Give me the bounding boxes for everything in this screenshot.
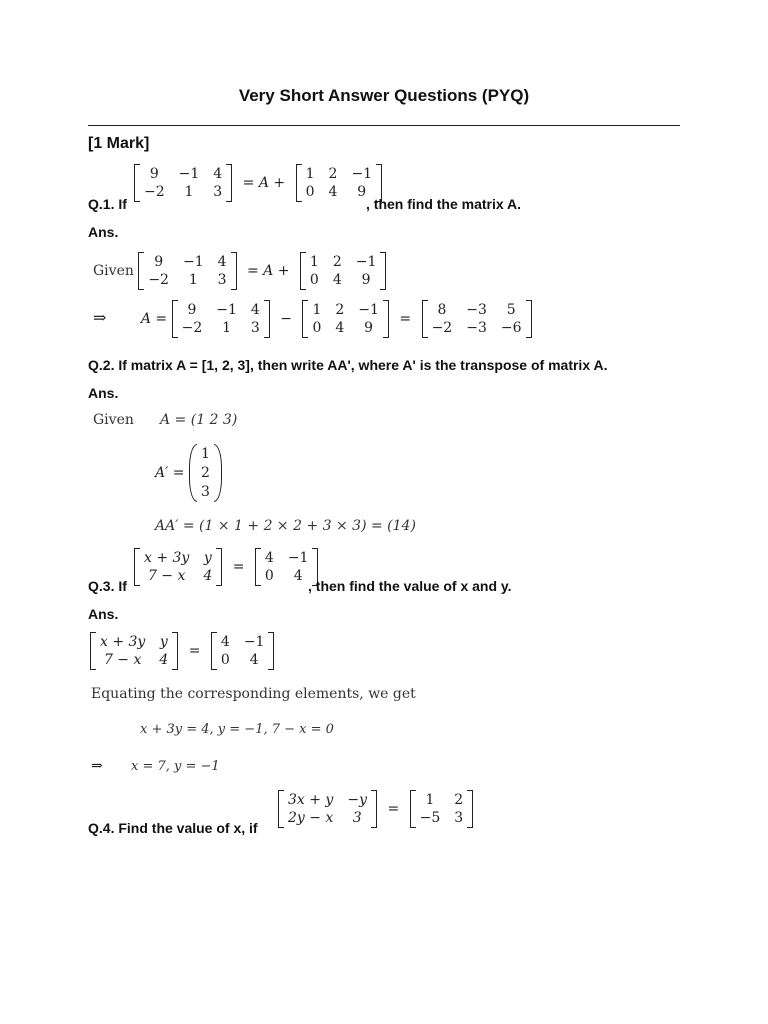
q2-a-def: A = (1 2 3): [160, 412, 238, 428]
matrix-cell: 1: [200, 446, 210, 462]
matrix-cell: 1: [309, 254, 319, 270]
matrix-cell: 9: [357, 184, 367, 200]
matrix-cell: 9: [361, 272, 371, 288]
matrix-cell: 7 − x: [147, 568, 186, 584]
matrix-cell: 3: [454, 810, 464, 826]
matrix-cell: −1: [287, 550, 309, 566]
q3-ans-matrix-left: [90, 632, 178, 670]
q1-res-matrix-1: [172, 300, 270, 338]
matrix-cell: y: [159, 634, 168, 650]
matrix-cell: 1: [184, 184, 194, 200]
matrix-cell: x + 3y: [100, 634, 146, 650]
matrix-cell: 0: [220, 652, 230, 668]
matrix-cell: 1: [312, 302, 322, 318]
q3-equation: [134, 548, 318, 586]
q1-res-matrix-2: [302, 300, 388, 338]
q2-given-word: Given: [93, 412, 134, 428]
matrix-cell: 2: [335, 302, 345, 318]
page-title: Very Short Answer Questions (PYQ): [238, 86, 530, 105]
matrix-cell: 2: [332, 254, 342, 270]
q1-given-line: [93, 252, 386, 290]
q3-equating-text: Equating the corresponding elements, we get: [91, 686, 416, 702]
q1-matrix-left: [134, 164, 232, 202]
matrix-cell: 5: [506, 302, 516, 318]
section-heading: [1 Mark]: [88, 135, 150, 152]
matrix-cell: 1: [305, 166, 315, 182]
matrix-cell: 4: [335, 320, 345, 336]
q1-minus: −: [280, 311, 292, 327]
matrix-cell: 1: [188, 272, 198, 288]
q1-equals: =: [399, 311, 412, 327]
matrix-cell: 2: [200, 465, 210, 481]
q3-equations: x + 3y = 4, y = −1, 7 − x = 0: [140, 722, 334, 737]
q1-given-matrix-right: [300, 252, 386, 290]
matrix-cell: 3: [213, 184, 223, 200]
matrix-cell: −3: [466, 320, 487, 336]
q1-eq-text: = A +: [242, 175, 286, 191]
matrix-cell: 7 − x: [103, 652, 142, 668]
q3-suffix: , then find the value of x and y.: [308, 578, 512, 594]
matrix-cell: −2: [431, 320, 453, 336]
q3-ans-equation: [90, 632, 274, 670]
q4-matrix-right: [410, 790, 474, 828]
matrix-cell: 3: [217, 272, 227, 288]
q1-given-eq: = A +: [246, 263, 290, 279]
matrix-cell: −2: [144, 184, 165, 200]
q4-equals: =: [387, 801, 400, 817]
q1-given-word: Given: [93, 263, 134, 279]
matrix-cell: −1: [351, 166, 373, 182]
matrix-cell: 9: [364, 320, 374, 336]
matrix-cell: 1: [425, 792, 435, 808]
matrix-cell: 4: [249, 652, 259, 668]
matrix-cell: 4: [250, 302, 260, 318]
matrix-cell: 4: [264, 550, 274, 566]
q3-solution: x = 7, y = −1: [131, 759, 220, 774]
q1-result-line: [93, 300, 532, 338]
q3-implies-arrow: ⇒: [91, 758, 103, 774]
q4-matrix-left: [278, 790, 377, 828]
implies-arrow: ⇒: [93, 308, 107, 327]
matrix-cell: 4: [328, 184, 338, 200]
matrix-cell: 2y − x: [288, 810, 334, 826]
matrix-cell: 4: [159, 652, 169, 668]
matrix-cell: 3: [200, 484, 210, 500]
matrix-cell: −1: [358, 302, 379, 318]
matrix-cell: 9: [149, 166, 159, 182]
q3-ans-label: Ans.: [88, 606, 119, 622]
matrix-cell: 4: [213, 166, 223, 182]
matrix-cell: −5: [419, 810, 441, 826]
q4-equation: [278, 790, 473, 828]
q4-prefix: Q.4. Find the value of x, if: [88, 820, 258, 836]
matrix-cell: −1: [182, 254, 204, 270]
matrix-cell: −1: [178, 166, 200, 182]
q1-given-matrix-left: [138, 252, 236, 290]
matrix-cell: 3x + y: [288, 792, 334, 808]
q1-a-equals: A =: [140, 311, 168, 327]
matrix-cell: 4: [203, 568, 213, 584]
matrix-cell: 1: [222, 320, 232, 336]
matrix-cell: 3: [352, 810, 362, 826]
q1-res-matrix-3: [422, 300, 532, 338]
matrix-cell: −1: [355, 254, 377, 270]
matrix-cell: 4: [220, 634, 230, 650]
matrix-cell: 2: [328, 166, 338, 182]
q1-equation: [134, 164, 382, 202]
matrix-cell: x + 3y: [144, 550, 190, 566]
matrix-cell: −1: [243, 634, 265, 650]
matrix-cell: −2: [181, 320, 203, 336]
matrix-cell: 0: [305, 184, 315, 200]
matrix-cell: −2: [148, 272, 169, 288]
q2-a-prime-label: A′ =: [155, 465, 185, 481]
matrix-cell: −6: [500, 320, 522, 336]
q1-ans-label: Ans.: [88, 224, 119, 240]
matrix-cell: 2: [454, 792, 464, 808]
matrix-cell: 3: [250, 320, 260, 336]
matrix-cell: 0: [309, 272, 319, 288]
matrix-cell: 9: [154, 254, 164, 270]
q2-a-prime-line: [155, 444, 222, 502]
q3-prefix: Q.3. If: [88, 578, 127, 594]
matrix-cell: −y: [347, 792, 367, 808]
q3-ans-matrix-right: [211, 632, 275, 670]
title-divider: [88, 125, 680, 126]
q1-prefix: Q.1. If: [88, 196, 127, 212]
q2-question: Q.2. If matrix A = [1, 2, 3], then write AA', where A' is the transpose of matrix A.: [88, 357, 608, 373]
matrix-cell: 0: [312, 320, 322, 336]
matrix-cell: −1: [216, 302, 237, 318]
q3-equals: =: [232, 559, 245, 575]
matrix-cell: 9: [187, 302, 197, 318]
q2-column-vector: [189, 444, 222, 502]
matrix-cell: −3: [466, 302, 487, 318]
matrix-cell: 4: [332, 272, 342, 288]
matrix-cell: 0: [264, 568, 274, 584]
q2-ans-label: Ans.: [88, 385, 119, 401]
matrix-cell: 8: [437, 302, 447, 318]
matrix-cell: 4: [217, 254, 227, 270]
q3-ans-equals: =: [188, 643, 201, 659]
q2-result: AA′ = (1 × 1 + 2 × 2 + 3 × 3) = (14): [155, 518, 416, 534]
matrix-cell: y: [203, 550, 212, 566]
matrix-cell: 4: [293, 568, 303, 584]
q3-matrix-left: [134, 548, 222, 586]
q1-suffix: , then find the matrix A.: [366, 196, 522, 212]
